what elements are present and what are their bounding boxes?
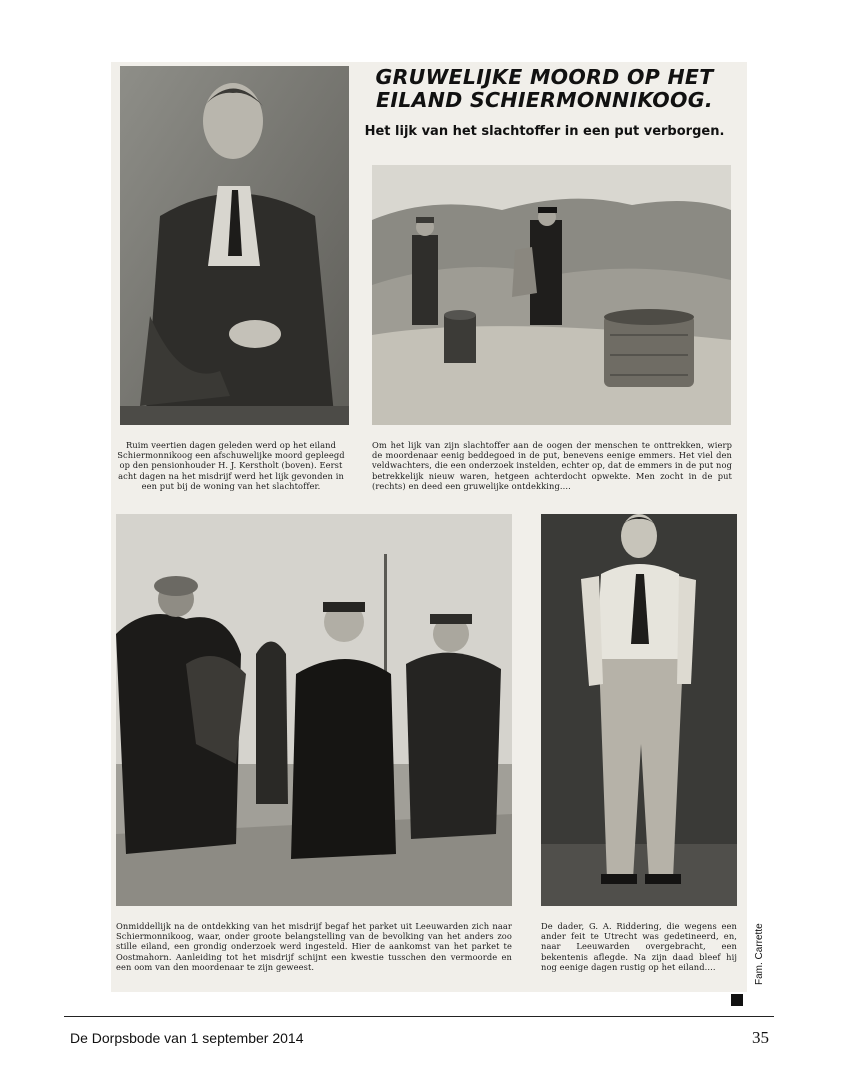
photo-victim-portrait [120, 66, 349, 425]
end-mark-icon [731, 994, 743, 1006]
caption-officials-arrival: Onmiddellijk na de ontdekking van het misdrijf begaf het parket uit Leeuwarden zich naar Schiermonnikoog, waar, onder groote belangstelling van de bevolking van het anders zoo stille eiland, een grondig onderzoek werd ingesteld. Hier de aankomst van het parket te Oostmahorn. Aanleiding tot het misdrijf schijnt een kwestie tusschen den vermoorde en een oom van den moordenaar te zijn geweest. [116, 921, 512, 972]
photo-perpetrator [541, 514, 737, 906]
caption-perpetrator: De dader, G. A. Riddering, die wegens een ander feit te Utrecht was gedetineerd, en, naar Leeuwarden overgebracht, een bekentenis aflegde. Na zijn daad bleef hij nog eenige dagen rustig op het eiland.... [541, 921, 737, 972]
page-number: 35 [752, 1028, 769, 1047]
article-headline [352, 66, 737, 112]
caption-dunes-well: Om het lijk van zijn slachtoffer aan de oogen der menschen te onttrekken, wierp de moordenaar eenig beddegoed in de put, benevens eenige emmers. Het viel den veldwachters, die een onderzoek instelden, echter op, dat de emmers in de put nog betrekkelijk nieuw waren, hetgeen achterdocht opwekte. Men zocht in de put (rechts) en deed een gruwelijke ontdekking.... [372, 440, 732, 491]
footer-divider [64, 1016, 774, 1017]
photo-credit: Fam. Carrette [754, 923, 765, 985]
footer-publication: De Dorpsbode van 1 september 2014 [70, 1030, 304, 1046]
caption-victim-portrait: Ruim veertien dagen geleden werd op het eiland Schiermonnikoog een afschuwelijke moord gepleegd op den pensionhouder H. J. Kerstholt (boven). Eerst acht dagen na het misdrijf werd het lijk gevonden in een put bij de woning van het slachtoffer. [117, 440, 345, 491]
headline-line-2: EILAND SCHIERMONNIKOOG. [376, 88, 713, 112]
article-subheadline: Het lijk van het slachtoffer in een put verborgen. [364, 124, 725, 139]
headline-line-1: GRUWELIJKE MOORD OP HET [375, 65, 714, 89]
photo-dunes-well [372, 165, 731, 425]
photo-officials-arrival [116, 514, 512, 906]
